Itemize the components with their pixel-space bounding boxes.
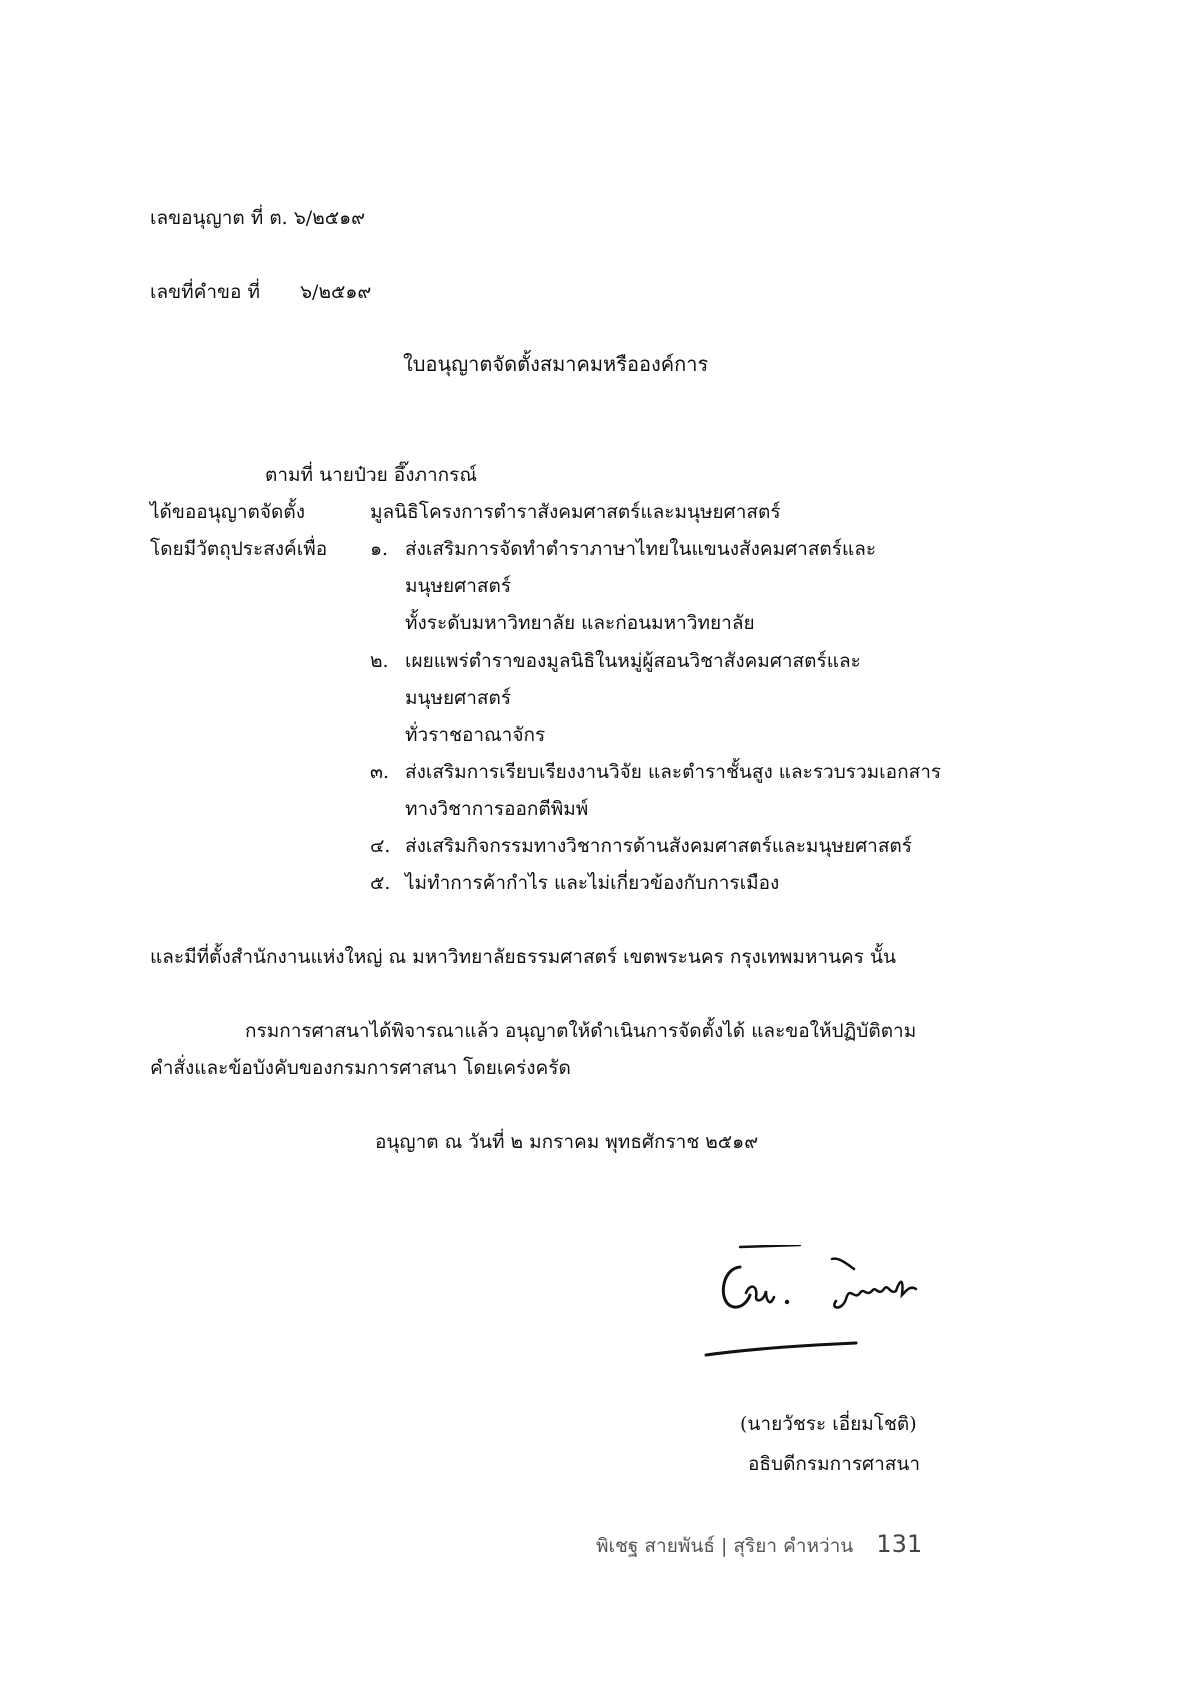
objective-text: เผยแพร่ตำราของมูลนิธิในหมู่ผู้สอนวิชาสังคมศาสตร์และ — [405, 650, 861, 672]
page-number: 131 — [876, 1530, 923, 1558]
objective-number: ๕. — [370, 872, 391, 894]
objective-number: ๔. — [370, 835, 391, 857]
approval-date: อนุญาต ณ วันที่ ๒ มกราคม พุทธศักราช ๒๕๑๙ — [375, 1131, 759, 1153]
objective-text: ทางวิชาการออกตีพิมพ์ — [405, 798, 589, 820]
objective-number: ๑. — [370, 538, 389, 560]
handwritten-signature — [690, 1245, 950, 1365]
objective-text: ส่งเสริมการจัดทำตำราภาษาไทยในแขนงสังคมศาสตร์และ — [405, 538, 877, 560]
objective-text: ทั่วราชอาณาจักร — [405, 724, 546, 746]
approval-text: คำสั่งและข้อบังคับของกรมการศาสนา โดยเคร่งครัด — [150, 1057, 571, 1079]
objective-text: ทั้งระดับมหาวิทยาลัย และก่อนมหาวิทยาลัย — [405, 612, 755, 634]
purpose-label: โดยมีวัตถุประสงค์เพื่อ — [150, 538, 328, 560]
objective-number: ๒. — [370, 650, 389, 672]
license-number: เลขอนุญาต ที่ ต. ๖/๒๕๑๙ — [150, 207, 366, 229]
objective-text: ส่งเสริมกิจกรรมทางวิชาการด้านสังคมศาสตร์และมนุษยศาสตร์ — [405, 835, 912, 857]
approval-text: กรมการศาสนาได้พิจารณาแล้ว อนุญาตให้ดำเนินการจัดตั้งได้ และขอให้ปฏิบัติตาม — [245, 1020, 917, 1042]
document-title: ใบอนุญาตจัดตั้งสมาคมหรือองค์การ — [403, 352, 709, 376]
applicant-line: ตามที่ นายป๋วย อึ๊งภากรณ์ — [265, 464, 478, 486]
signatory-name: (นายวัชระ เอี่ยมโชติ) — [740, 1413, 917, 1435]
objective-text: ไม่ทำการค้ากำไร และไม่เกี่ยวข้องกับการเมือง — [405, 872, 780, 894]
signatory-position: อธิบดีกรมการศาสนา — [748, 1453, 921, 1475]
office-location: และมีที่ตั้งสำนักงานแห่งใหญ่ ณ มหาวิทยาลัยธรรมศาสตร์ เขตพระนคร กรุงเทพมหานคร นั้น — [150, 946, 896, 968]
objective-text: ส่งเสริมการเรียบเรียงงานวิจัย และตำราชั้นสูง และรวบรวมเอกสาร — [405, 761, 942, 783]
page-footer — [596, 1530, 922, 1561]
request-number: ๖/๒๕๑๙ — [300, 281, 372, 303]
objective-text: มนุษยศาสตร์ — [405, 575, 512, 597]
request-number-label: เลขที่คำขอ ที่ — [150, 281, 260, 303]
footer-authors: พิเชฐ สายพันธ์ | สุริยา คำหว่าน — [596, 1535, 854, 1557]
objective-number: ๓. — [370, 761, 390, 783]
objective-text: มนุษยศาสตร์ — [405, 687, 512, 709]
establish-value: มูลนิธิโครงการตำราสังคมศาสตร์และมนุษยศาสตร์ — [370, 501, 781, 523]
establish-label: ได้ขออนุญาตจัดตั้ง — [150, 501, 305, 523]
